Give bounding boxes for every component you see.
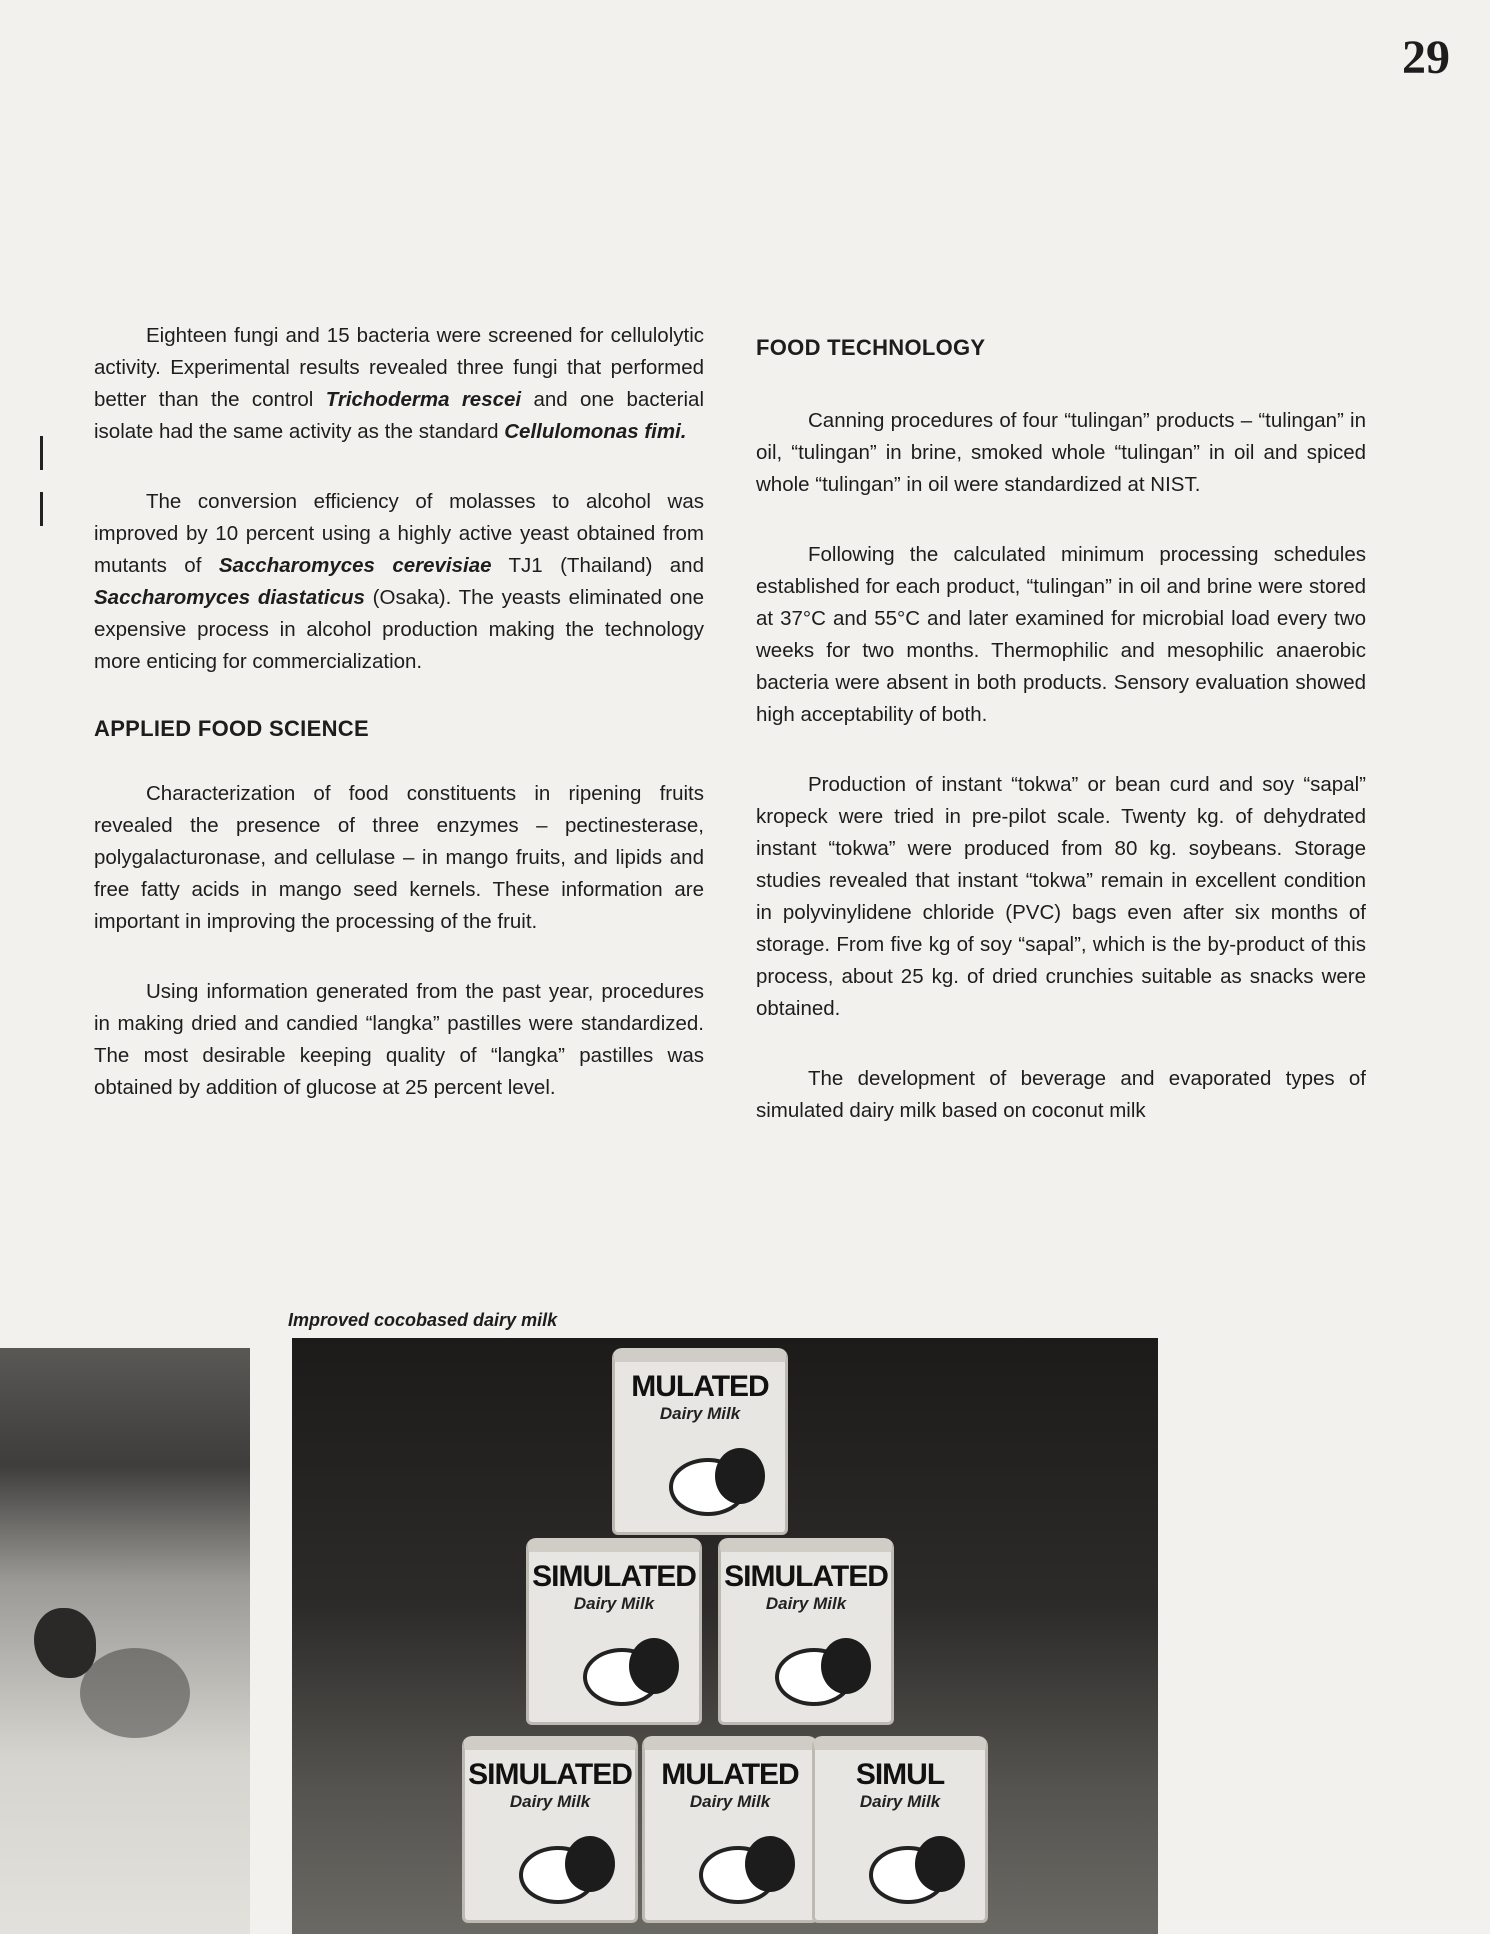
paragraph: Production of instant “tokwa” or bean curd and soy “sapal” kropeck were tried in pre-pilot scale. Twenty kg. of dehydrated instant “tokwa” were produced from 80 kg. soybeans. Storage studies revealed that instant “tokwa” remain in excellent condition in polyvinylidene chloride (PVC) bags even after six months of storage. From five kg of soy “sapal”, which is the by-product of this process, about 25 kg. of dried crunchies suitable as snacks were obtained. xyxy=(756,773,1366,1020)
paragraph: Characterization of food constituents in ripening fruits revealed the presence of three enzymes – pectinesterase, polygalacturonase, and cellulase – in mango fruits, and lipids and free fatty acids in mango seed kernels. These information are important in improving the processing of the fruit. xyxy=(94,782,704,933)
paragraph: Using information generated from the past year, procedures in making dried and candied “langka” pastilles were standardized. The most desirable keeping quality of “langka” pastilles was obtained by addition of glucose at 25 percent level. xyxy=(94,980,704,1099)
right-column xyxy=(756,320,1366,1165)
paragraph: The conversion efficiency of molasses to alcohol was improved by 10 percent using a highly active yeast obtained from mutants of Saccharomyces cerevisiae TJ1 (Thailand) and Saccharomyces diastaticus (Osaka). The yeasts eliminated one expensive process in alcohol production making the technology more enticing for commercialization. xyxy=(94,490,704,673)
photo-caption: Improved cocobased dairy milk xyxy=(288,1310,558,1330)
paragraph: Canning procedures of four “tulingan” products – “tulingan” in oil, “tulingan” in brine, smoked whole “tulingan” in oil and spiced whole “tulingan” in oil were standardized at NIST. xyxy=(756,409,1366,496)
dairy-milk-photo xyxy=(292,1338,1158,1934)
can: SIMULATED Dairy Milk xyxy=(718,1538,894,1725)
margin-mark xyxy=(40,436,43,470)
can: SIMULATED Dairy Milk xyxy=(526,1538,702,1725)
coconut-icon xyxy=(775,1648,853,1706)
section-heading: FOOD TECHNOLOGY xyxy=(756,335,986,360)
paragraph: Following the calculated minimum processing schedules established for each product, “tulingan” in oil and brine were stored at 37°C and 55°C and later examined for microbial load every two weeks for two months. Thermophilic and mesophilic anaerobic bacteria were absent in both products. Sensory evaluation showed high acceptability of both. xyxy=(756,543,1366,726)
can: MULATED Dairy Milk xyxy=(642,1736,818,1923)
section-heading: APPLIED FOOD SCIENCE xyxy=(94,716,369,741)
coconut-icon xyxy=(519,1846,597,1904)
paragraph: The development of beverage and evaporated types of simulated dairy milk based on coconut milk xyxy=(756,1067,1366,1122)
coconut-icon xyxy=(669,1458,747,1516)
can: SIMUL Dairy Milk xyxy=(812,1736,988,1923)
left-photo xyxy=(0,1348,250,1934)
stain-shape xyxy=(80,1648,190,1738)
rock-shape xyxy=(34,1608,96,1678)
coconut-icon xyxy=(699,1846,777,1904)
paragraph: Eighteen fungi and 15 bacteria were screened for cellulolytic activity. Experimental results revealed three fungi that performed better than the control Trichoderma rescei and one bacterial isolate had the same activity as the standard Cellulomonas fimi. xyxy=(94,324,704,443)
coconut-icon xyxy=(583,1648,661,1706)
margin-mark xyxy=(40,492,43,526)
page-number: 29 xyxy=(1402,31,1450,84)
coconut-icon xyxy=(869,1846,947,1904)
left-column xyxy=(94,320,704,1142)
can: SIMULATED Dairy Milk xyxy=(462,1736,638,1923)
can: MULATED Dairy Milk xyxy=(612,1348,788,1535)
